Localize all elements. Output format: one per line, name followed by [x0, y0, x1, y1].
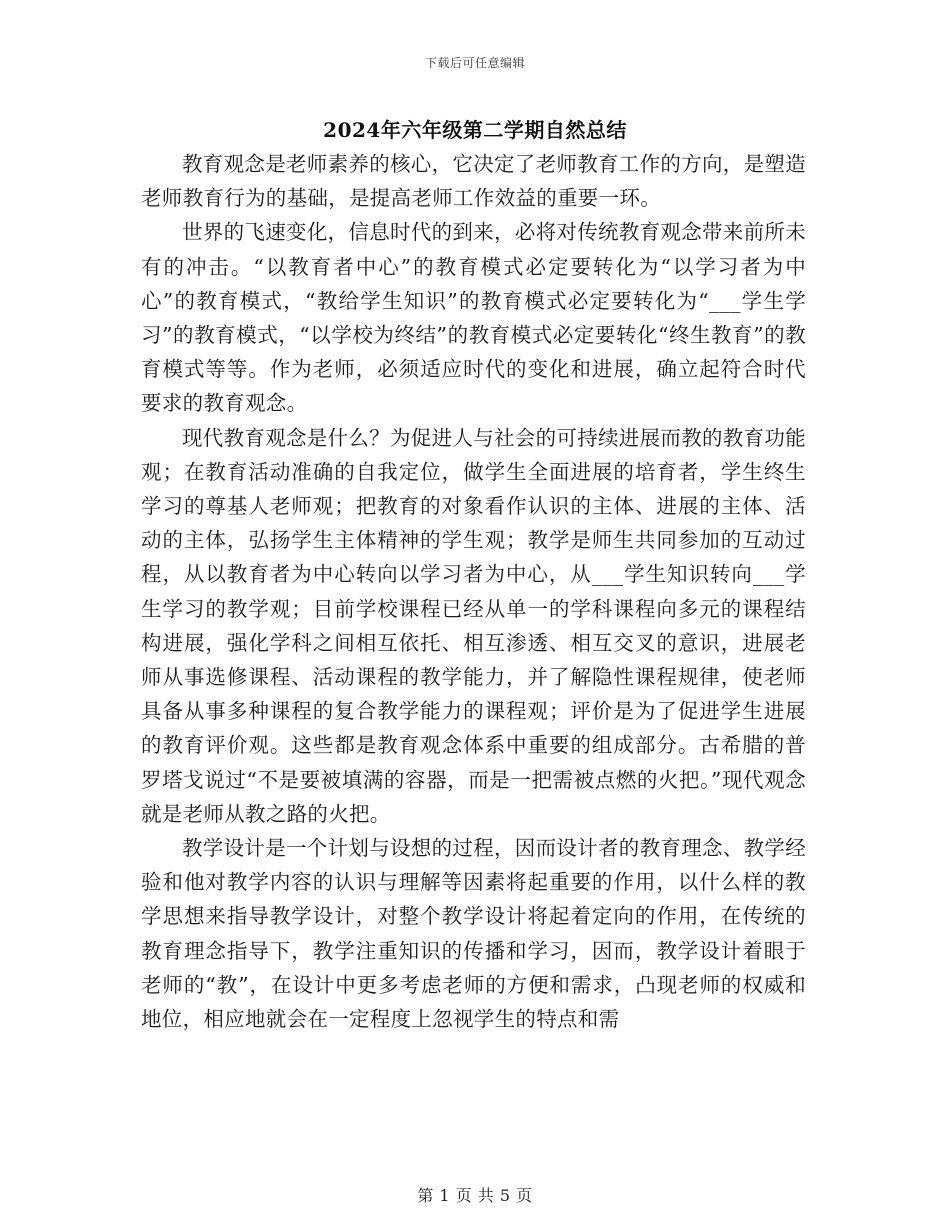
header-note: 下载后可任意编辑 [424, 56, 525, 70]
paragraph: 教学设计是一个计划与设想的过程，因而设计者的教育理念、教学经验和他对教学内容的认识与理解等因素将起重要的作用，以什么样的教学思想来指导教学设计，对整个教学设计将起着定向的作用，在传统的教育理念指导下，教学注重知识的传播和学习，因而，教学设计着眼于老师的“教”，在设计中更多考虑老师的方便和需求，凸现老师的权威和地位，相应地就会在一定程度上忽视学生的特点和需 [141, 836, 806, 1032]
paragraph: 教育观念是老师素养的核心，它决定了老师教育工作的方向，是塑造老师教育行为的基础，是提高老师工作效益的重要一环。 [141, 152, 806, 211]
paragraph: 现代教育观念是什么？为促进人与社会的可持续进展而教的教育功能观；在教育活动准确的自我定位，做学生全面进展的培育者，学生终生学习的尊基人老师观；把教育的对象看作认识的主体、进展的主体、活动的主体，弘扬学生主体精神的学生观；教学是师生共同参加的互动过程，从以教育者为中心转向以学习者为中心，从___学生知识转向___学生学习的教学观；目前学校课程已经从单一的学科课程向多元的课程结构进展，强化学科之间相互依托、相互渗透、相互交叉的意识，进展老师从事选修课程、活动课程的教学能力，并了解隐性课程规律，使老师具备从事多种课程的复合教学能力的课程观；评价是为了促进学生进展的教育评价观。这些都是教育观念体系中重要的组成部分。古希腊的普罗塔戈说过“不是要被填满的容器，而是一把需被点燃的火把。”现代观念就是老师从教之路的火把。 [141, 425, 806, 826]
document-title: 2024年六年级第二学期自然总结 [323, 118, 627, 142]
paragraph: 世界的飞速变化，信息时代的到来，必将对传统教育观念带来前所未有的冲击。“以教育者中心”的教育模式必定要转化为“以学习者为中心”的教育模式，“教给学生知识”的教育模式必定要转化为“___学生学习”的教育模式，“以学校为终结”的教育模式必定要转化“终生教育”的教育模式等等。作为老师，必须适应时代的变化和进展，确立起符合时代要求的教育观念。 [141, 220, 806, 416]
page-number: 第 1 页 共 5 页 [417, 1186, 533, 1205]
document-body [141, 147, 806, 1036]
